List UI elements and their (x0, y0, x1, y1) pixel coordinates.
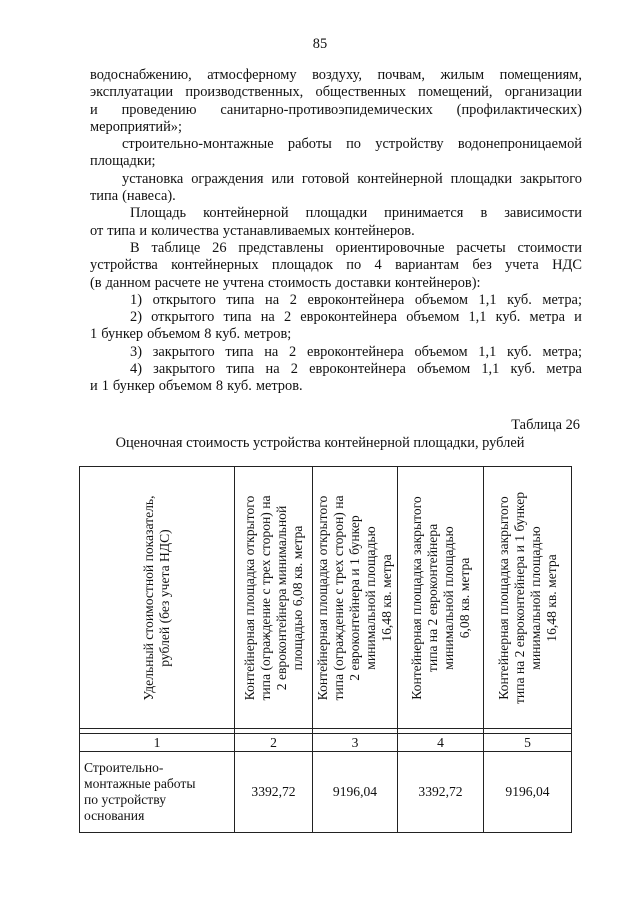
table-caption: Таблица 26 (511, 417, 580, 433)
column-number: 2 (235, 734, 313, 752)
row-label-line: основания (84, 808, 145, 823)
header-text-line: площадью 6,08 кв. метра (289, 525, 305, 670)
text-line: эксплуатации производственных, общественных помещений, организации (90, 84, 582, 101)
header-text-line: минимальной площадью (527, 525, 543, 670)
header-text-line: Контейнерная площадка закрытого (495, 495, 511, 700)
text-line: от типа и количества устанавливаемых контейнеров. (90, 222, 415, 239)
header-text-line: типа (ограждение с трех сторон) на (331, 494, 346, 701)
text-line: площадки; (90, 153, 156, 170)
text-line: 2) открытого типа на 2 евроконтейнера объемом 1,1 куб. метра и (130, 309, 582, 326)
header-text-line: типа на 2 евроконтейнера и 1 бункер (511, 491, 527, 704)
text-line: строительно-монтажные работы по устройству водонепроницаемой (122, 136, 582, 153)
header-text-line: 16,48 кв. метра (543, 553, 559, 642)
row-label-line: монтажные работы (84, 776, 196, 791)
header-text-line: типа на 2 евроконтейнера (424, 523, 440, 672)
header-text-line: Контейнерная площадка открытого (315, 495, 330, 700)
text-line: водоснабжению, атмосферному воздуху, почвам, жилым помещениям, (90, 67, 582, 83)
table-title: Оценочная стоимость устройства контейнерной площадки, рублей (115, 435, 525, 451)
column-number: 5 (484, 734, 572, 752)
table-row (80, 752, 572, 833)
header-text-line: Контейнерная площадка закрытого (408, 495, 424, 700)
text-line: 4) закрытого типа на 2 евроконтейнера объемом 1,1 куб. метра (130, 361, 582, 378)
cost-table (79, 466, 572, 833)
header-text-line: Удельный стоимостной показатель, (141, 495, 156, 700)
header-cell (313, 467, 398, 729)
text-line: типа (навеса). (90, 188, 176, 205)
text-line: 1) открытого типа на 2 евроконтейнера объемом 1,1 куб. метра; (130, 291, 582, 308)
column-number: 3 (313, 734, 398, 752)
cell-value: 3392,72 (235, 752, 313, 833)
header-text-line: 2 евроконтейнера минимальной (273, 505, 289, 690)
text-line: и проведению санитарно-противоэпидемических (профилактических) (90, 101, 582, 118)
text-line: (в данном расчете не учтена стоимость доставки контейнеров): (90, 274, 481, 291)
body-text (90, 67, 582, 396)
column-number: 1 (80, 734, 235, 752)
header-text-line: рублей (без учета НДС) (157, 528, 172, 667)
header-text-line: минимальной площадью (440, 525, 456, 670)
header-text-line: типа (ограждение с трех сторон) на (257, 494, 273, 701)
text-line: и 1 бункер объемом 8 куб. метров. (90, 378, 303, 395)
cell-value: 9196,04 (484, 752, 572, 833)
text-line: В таблице 26 представлены ориентировочные расчеты стоимости (130, 239, 582, 256)
text-line: 1 бункер объемом 8 куб. метров; (90, 326, 292, 343)
header-cell (80, 467, 235, 729)
row-label-line: Строительно- (84, 760, 164, 775)
header-text-line: 6,08 кв. метра (456, 557, 472, 638)
header-cell (235, 467, 313, 729)
row-label (80, 752, 235, 833)
text-line: установка ограждения или готовой контейнерной площадки закрытого (122, 170, 582, 187)
header-text-line: 16,48 кв. метра (379, 553, 394, 642)
header-cell (484, 467, 572, 729)
text-line: устройства контейнерных площадок по 4 вариантам без учета НДС (90, 257, 582, 274)
row-label-line: по устройству (84, 792, 167, 807)
header-text-line: Контейнерная площадка открытого (241, 495, 257, 700)
cell-value: 9196,04 (313, 752, 398, 833)
column-number-row (80, 734, 572, 752)
page-number: 85 (312, 36, 328, 52)
text-line: Площадь контейнерной площадки принимается в зависимости (130, 205, 582, 222)
header-text-line: 2 евроконтейнера и 1 бункер (347, 514, 362, 681)
header-row (80, 467, 572, 729)
column-number: 4 (398, 734, 484, 752)
cell-value: 3392,72 (398, 752, 484, 833)
header-cell (398, 467, 484, 729)
header-text-line: минимальной площадью (363, 525, 378, 670)
text-line: 3) закрытого типа на 2 евроконтейнера объемом 1,1 куб. метра; (130, 343, 582, 360)
text-line: мероприятий»; (90, 118, 182, 135)
